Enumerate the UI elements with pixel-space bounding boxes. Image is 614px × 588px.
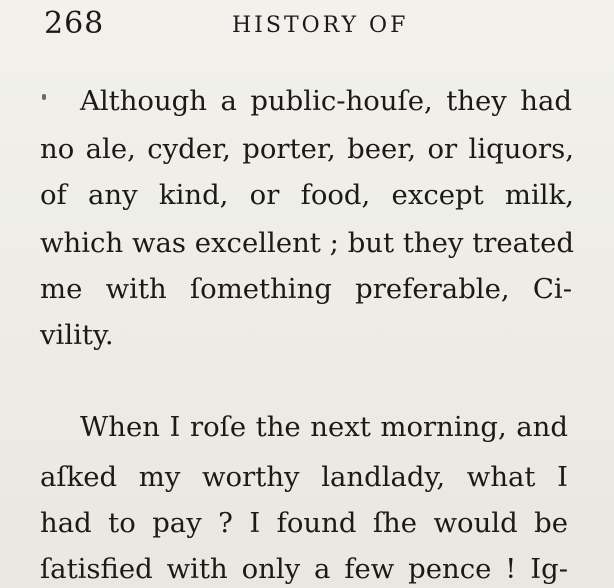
text-line: ſatisfied with only a few pence ! Ig- [40,553,568,585]
text-line: which was excellent ; but they treated [40,227,574,259]
text-line: of any kind, or food, except milk, [40,179,574,211]
text-line: no ale, cyder, porter, beer, or liquors, [40,133,574,165]
text-line: had to pay ? I found ſhe would be [40,507,568,539]
text-line: When I roſe the next morning, and [80,411,568,443]
page-number: 268 [44,6,105,41]
text-line: Although a public-houſe, they had [80,85,572,117]
text-line: aſked my worthy landlady, what I [40,461,568,493]
ink-speck [42,94,46,100]
text-line: me with ſomething preferable, Ci- [40,273,572,305]
running-head: HISTORY OF [232,13,409,38]
text-line: vility. [40,319,114,351]
